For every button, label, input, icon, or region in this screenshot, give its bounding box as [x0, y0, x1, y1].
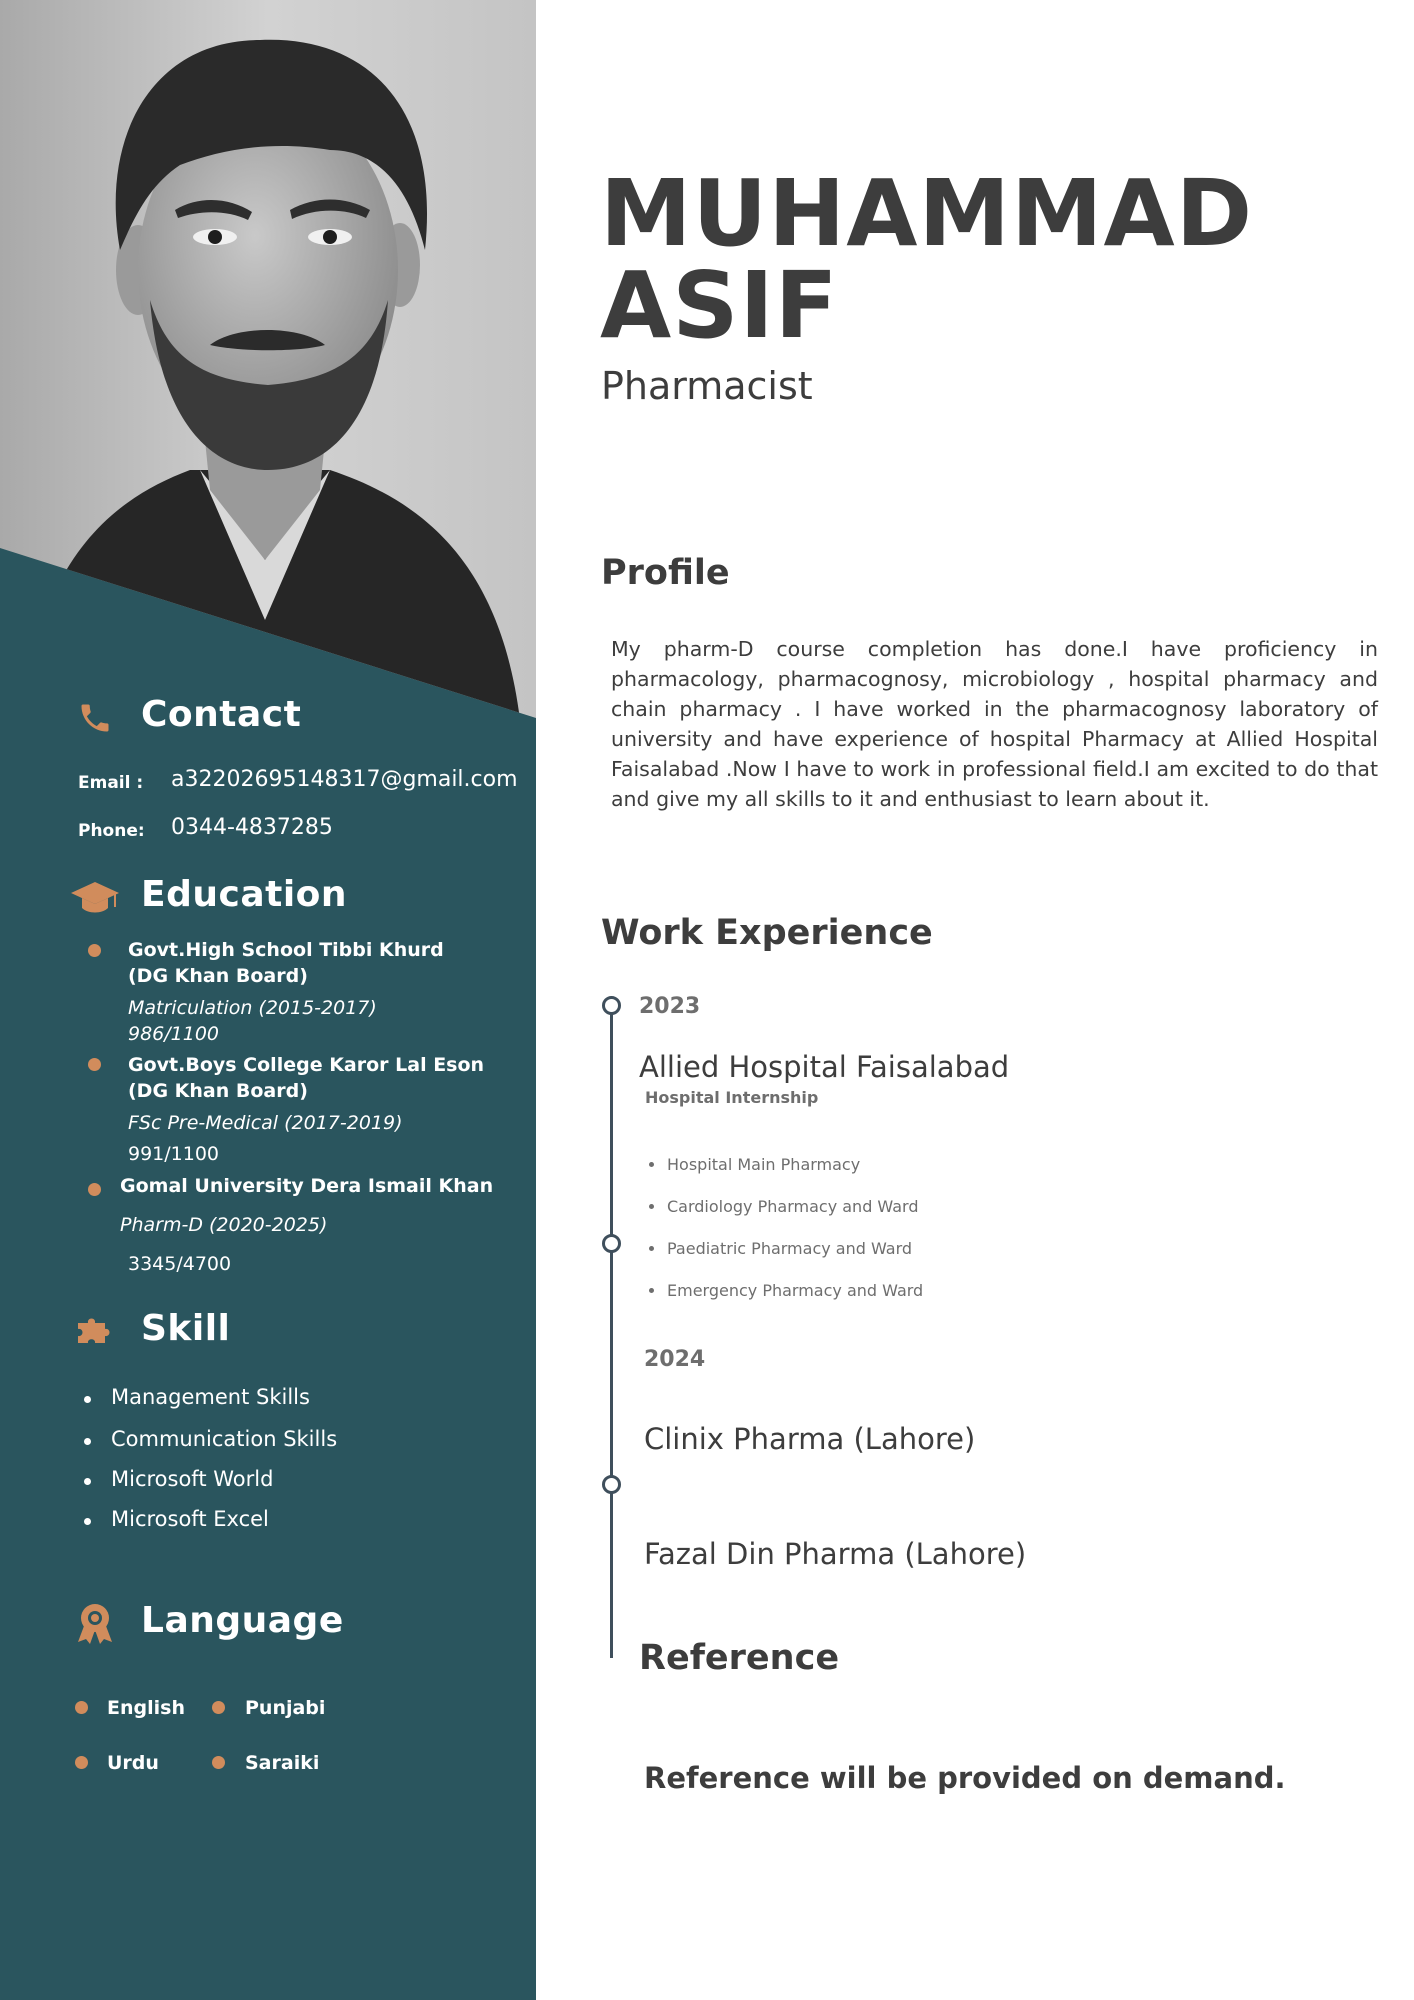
experience-duty: Cardiology Pharmacy and Ward	[667, 1197, 919, 1216]
job-title: Pharmacist	[601, 364, 813, 408]
education-board: (DG Khan Board)	[128, 1080, 308, 1102]
education-program: Pharm-D (2020-2025)	[120, 1214, 328, 1236]
language-bullet	[75, 1756, 88, 1769]
education-program: FSc Pre-Medical (2017-2019)	[128, 1112, 403, 1134]
timeline-node	[602, 996, 621, 1015]
contact-heading: Contact	[141, 694, 302, 735]
experience-duty: Hospital Main Pharmacy	[667, 1155, 861, 1174]
duty-bullet	[649, 1246, 654, 1251]
duty-bullet	[649, 1288, 654, 1293]
graduation-cap-icon	[70, 880, 120, 916]
experience-role: Hospital Internship	[645, 1088, 819, 1107]
skill-heading: Skill	[141, 1308, 231, 1349]
language-heading: Language	[141, 1600, 344, 1641]
profile-heading: Profile	[601, 553, 730, 593]
name-line-first: MUHAMMAD	[600, 160, 1254, 267]
skill-item: Management Skills	[111, 1385, 310, 1409]
skill-item: Microsoft Excel	[111, 1507, 269, 1531]
sidebar	[0, 0, 536, 2000]
reference-heading: Reference	[639, 1638, 840, 1678]
award-badge-icon	[76, 1602, 114, 1644]
language-item: Saraiki	[245, 1752, 320, 1774]
education-bullet	[88, 944, 101, 957]
phone-icon	[77, 700, 113, 736]
duty-bullet	[649, 1162, 654, 1167]
timeline-line	[610, 1006, 613, 1658]
email-value[interactable]: a32202695148317@gmail.com	[171, 767, 518, 792]
skill-bullet	[84, 1518, 91, 1525]
duty-bullet	[649, 1204, 654, 1209]
skill-item: Communication Skills	[111, 1427, 338, 1451]
language-bullet	[212, 1756, 225, 1769]
language-bullet	[75, 1701, 88, 1714]
language-item: Urdu	[107, 1752, 159, 1774]
experience-year: 2023	[639, 994, 701, 1019]
name-line-last: ASIF	[600, 252, 839, 359]
timeline-node	[602, 1234, 621, 1253]
education-score: 3345/4700	[128, 1253, 232, 1275]
education-school: Govt.Boys College Karor Lal Eson	[128, 1054, 485, 1076]
skill-item: Microsoft World	[111, 1467, 274, 1491]
education-score: 986/1100	[128, 1023, 220, 1045]
education-school: Govt.High School Tibbi Khurd	[128, 939, 444, 961]
experience-year: 2024	[644, 1347, 706, 1372]
work-experience-heading: Work Experience	[601, 913, 933, 953]
language-bullet	[212, 1701, 225, 1714]
language-item: English	[107, 1697, 185, 1719]
portrait-photo	[0, 0, 536, 720]
email-label: Email :	[78, 773, 144, 793]
skill-bullet	[84, 1396, 91, 1403]
phone-label: Phone:	[78, 821, 145, 841]
phone-value[interactable]: 0344-4837285	[171, 815, 333, 840]
experience-duty: Emergency Pharmacy and Ward	[667, 1281, 924, 1300]
skill-bullet	[84, 1438, 91, 1445]
puzzle-icon	[75, 1314, 115, 1346]
experience-duty: Paediatric Pharmacy and Ward	[667, 1239, 913, 1258]
reference-text: Reference will be provided on demand.	[644, 1761, 1286, 1795]
education-bullet	[88, 1058, 101, 1071]
profile-text: My pharm-D course completion has done.I have proficiency in pharmacology, pharmacognosy, microbiology , hospital pharmacy and chain pharmacy . I have worked in the pharmacognosy laboratory of university and have experience of hospital Pharmacy at Allied Hospital Faisalabad .Now I have to work in professional field.I am excited to do that and give my all skills to it and enthusiast to learn about it.	[611, 637, 1378, 811]
language-item: Punjabi	[245, 1697, 326, 1719]
education-board: (DG Khan Board)	[128, 965, 308, 987]
education-heading: Education	[141, 874, 348, 915]
timeline-node	[602, 1475, 621, 1494]
skill-bullet	[84, 1478, 91, 1485]
experience-company: Clinix Pharma (Lahore)	[644, 1422, 976, 1456]
education-score: 991/1100	[128, 1143, 220, 1165]
experience-company: Allied Hospital Faisalabad	[639, 1050, 1010, 1084]
experience-company: Fazal Din Pharma (Lahore)	[644, 1537, 1027, 1571]
education-bullet	[88, 1183, 101, 1196]
education-program: Matriculation (2015-2017)	[128, 997, 377, 1019]
education-school: Gomal University Dera Ismail Khan	[120, 1175, 494, 1197]
